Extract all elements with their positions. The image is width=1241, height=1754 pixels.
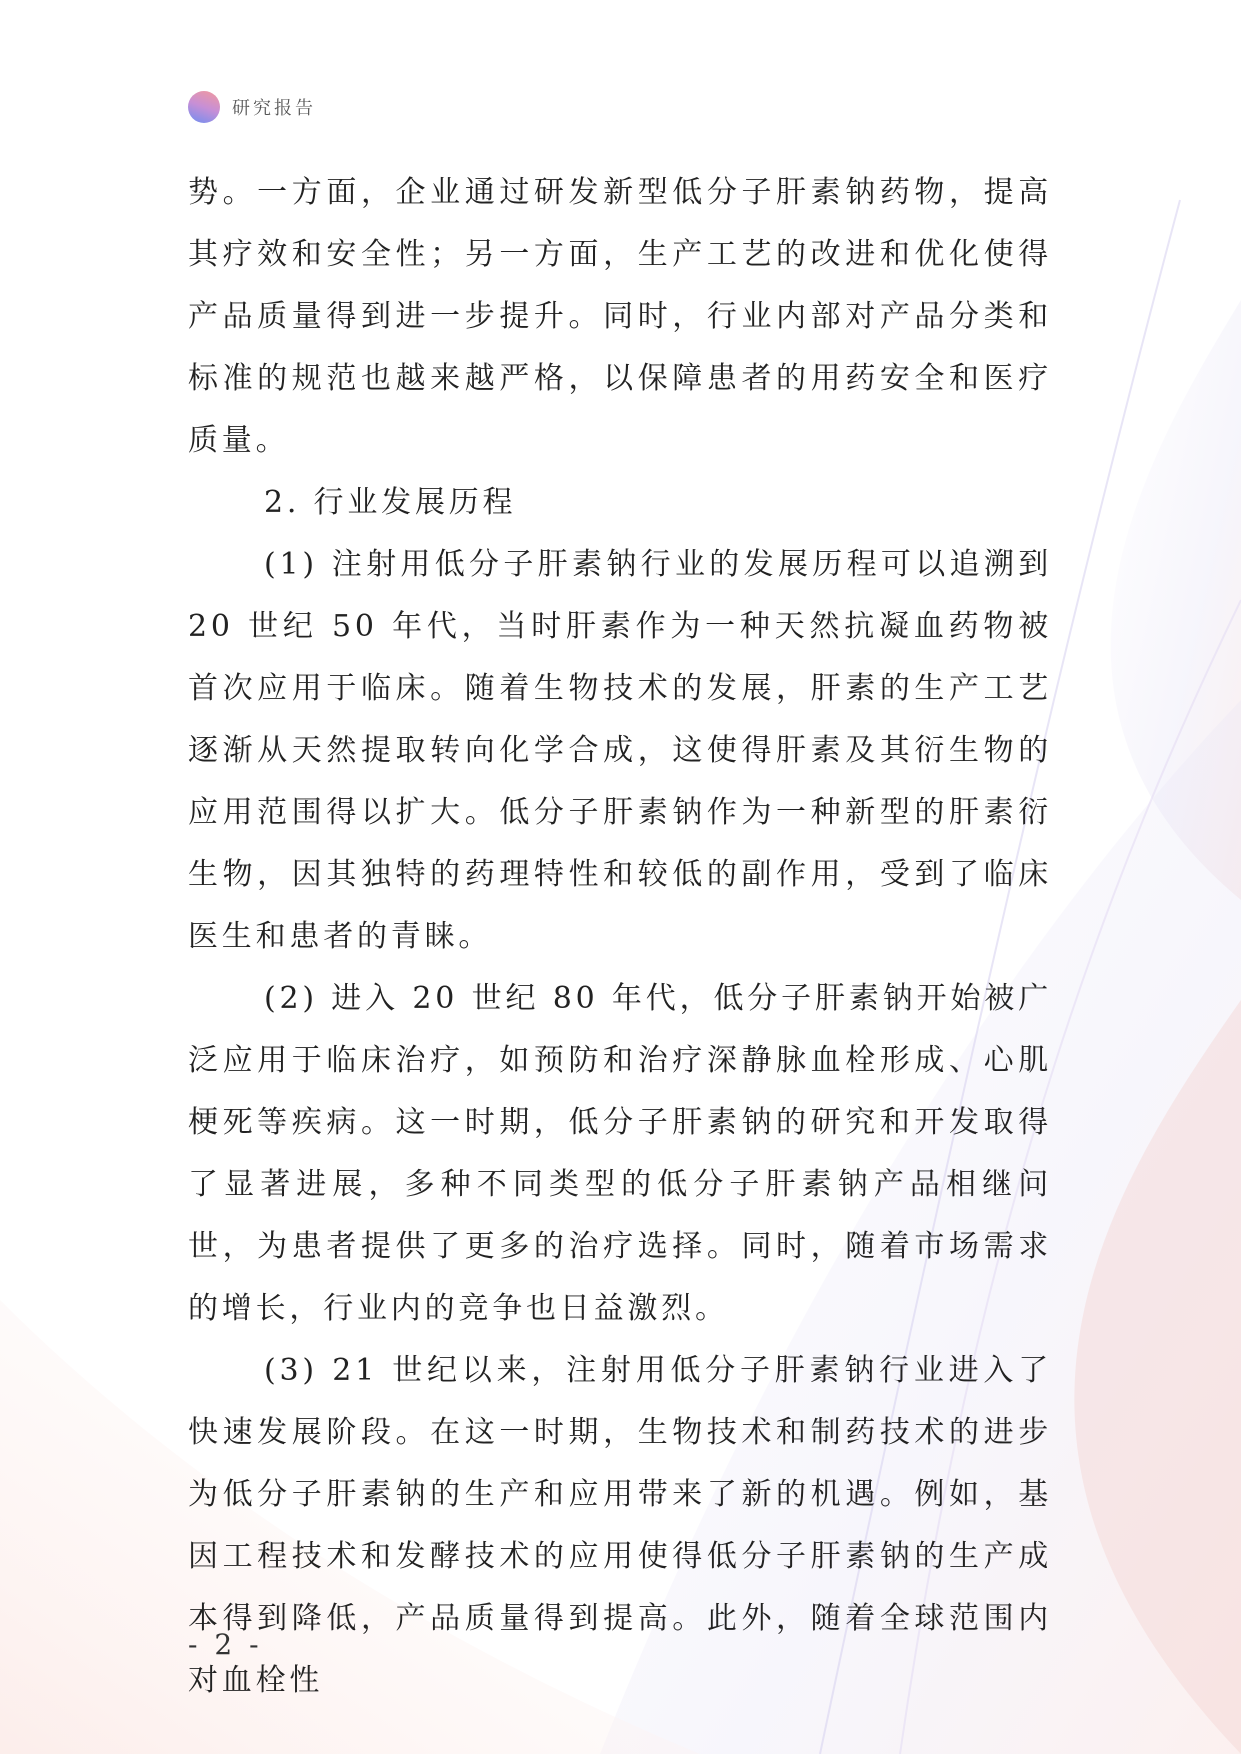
page-header xyxy=(188,90,316,124)
paragraph-intro: 势。一方面，企业通过研发新型低分子肝素钠药物，提高其疗效和安全性；另一方面，生产工艺的改进和优化使得产品质量得到进一步提升。同时，行业内部对产品分类和标准的规范也越来越严格，以保障患者的用药安全和医疗质量。 xyxy=(188,175,1052,458)
page-number: - 2 - xyxy=(188,1628,263,1661)
document-body xyxy=(188,162,1052,1712)
logo-circle-icon xyxy=(188,91,220,123)
paragraph-1: (1) 注射用低分子肝素钠行业的发展历程可以追溯到20 世纪 50 年代，当时肝素作为一种天然抗凝血药物被首次应用于临床。随着生物技术的发展，肝素的生产工艺逐渐从天然提取转向化学合成，这使得肝素及其衍生物的应用范围得以扩大。低分子肝素钠作为一种新型的肝素衍生物，因其独特的药理特性和较低的副作用，受到了临床医生和患者的青睐。 xyxy=(188,547,1052,954)
section-heading: 2. 行业发展历程 xyxy=(264,485,517,520)
paragraph-2: (2) 进入 20 世纪 80 年代，低分子肝素钠开始被广泛应用于临床治疗，如预防和治疗深静脉血栓形成、心肌梗死等疾病。这一时期，低分子肝素钠的研究和开发取得了显著进展，多种不同类型的低分子肝素钠产品相继问世，为患者提供了更多的治疗选择。同时，随着市场需求的增长，行业内的竞争也日益激烈。 xyxy=(188,981,1052,1326)
header-title: 研究报告 xyxy=(232,98,316,119)
paragraph-3: (3) 21 世纪以来，注射用低分子肝素钠行业进入了快速发展阶段。在这一时期，生物技术和制药技术的进步为低分子肝素钠的生产和应用带来了新的机遇。例如，基因工程技术和发酵技术的应用使得低分子肝素钠的生产成本得到降低，产品质量得到提高。此外，随着全球范围内对血栓性 xyxy=(188,1353,1052,1698)
